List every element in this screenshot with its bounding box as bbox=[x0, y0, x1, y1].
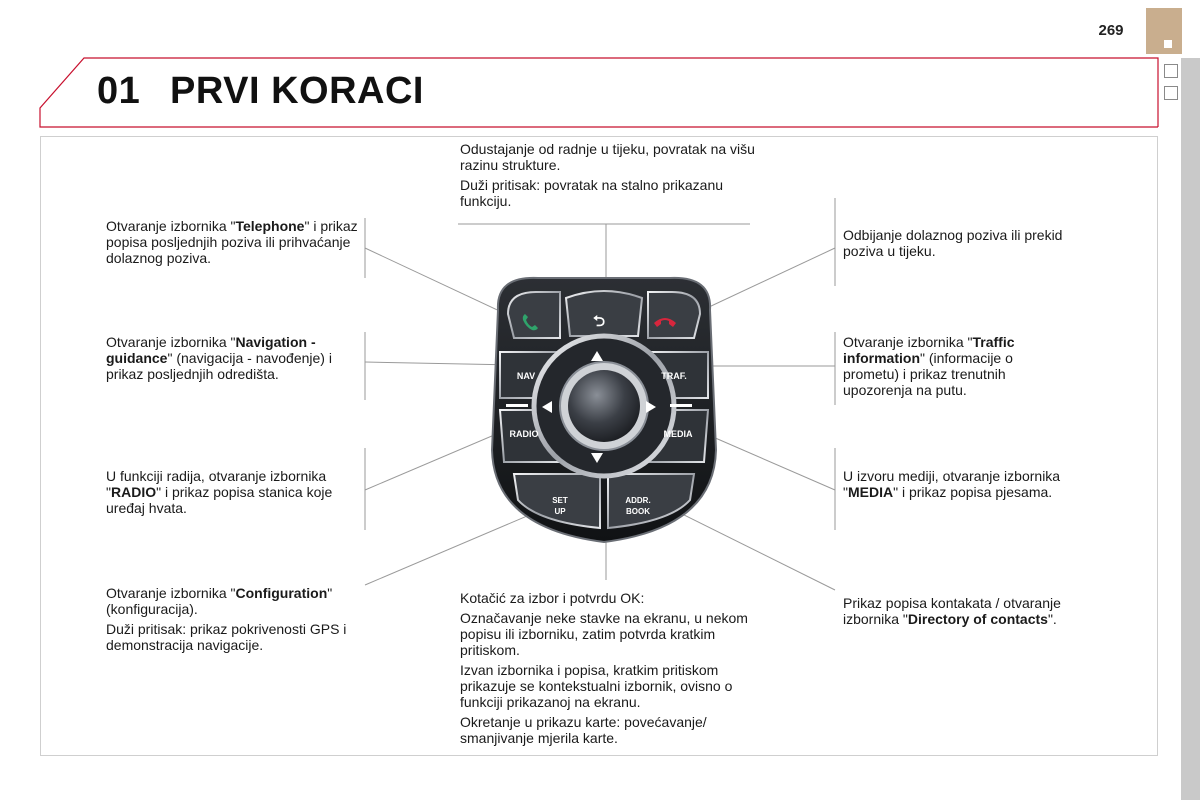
chapter-number: 01 bbox=[97, 70, 141, 112]
contacts-menu-name: Directory of contacts bbox=[907, 611, 1048, 627]
media-desc-post: " i prikaz popisa pjesama. bbox=[893, 484, 1053, 500]
addr-label-line1: ADDR. bbox=[625, 496, 651, 505]
hangup-desc-text: Odbijanje dolaznog poziva ili prekid poziva u tijeku. bbox=[843, 227, 1063, 259]
radio-button-label: RADIO bbox=[509, 429, 539, 439]
media-button-label: MEDIA bbox=[663, 429, 693, 439]
media-menu-name: MEDIA bbox=[847, 484, 894, 500]
phone-pickup-icon bbox=[518, 310, 542, 334]
traffic-menu-name: Traffic information bbox=[843, 334, 1015, 366]
contacts-desc-post: ". bbox=[1047, 611, 1057, 627]
setup-menu-name: Configuration bbox=[235, 585, 328, 601]
telephone-desc-post: " i prikaz popisa posljednjih poziva ili prihvaćanje dolaznog poziva. bbox=[106, 218, 358, 266]
back-desc-text: Odustajanje od radnje u tijeku, povratak na višu razinu strukture. bbox=[460, 141, 755, 173]
navigation-description bbox=[106, 334, 361, 386]
chapter-title: PRVI KORACI bbox=[170, 70, 424, 112]
wheel-desc-context: Izvan izbornika i popisa, kratkim pritiskom prikazuje se kontekstualni izbornik, ovisno o funkciji prikazanoj na ekranu. bbox=[460, 662, 733, 710]
setup-desc-post: " (konfiguracija). bbox=[106, 585, 333, 617]
arrow-down-icon bbox=[590, 452, 604, 464]
wheel-desc-zoom: Okretanje u prikazu karte: povećavanje/ smanjivanje mjerila karte. bbox=[460, 714, 707, 746]
back-button-description bbox=[460, 141, 760, 213]
contacts-desc-pre: Prikaz popisa kontakata / otvaranje izbornika " bbox=[843, 595, 1061, 627]
setup-button-label bbox=[542, 495, 578, 517]
arrow-right-icon bbox=[645, 400, 657, 414]
arrow-left-icon bbox=[541, 400, 553, 414]
back-arrow-icon: ⮌ bbox=[592, 313, 605, 330]
telephone-desc-pre: Otvaranje izbornika " bbox=[106, 218, 236, 234]
hangup-description bbox=[843, 227, 1068, 263]
phone-hangup-icon bbox=[652, 311, 678, 333]
nav-button-label: NAV bbox=[516, 371, 536, 381]
right-dash-icon bbox=[670, 404, 692, 407]
wheel-desc-title: Kotačić za izbor i potvrdu OK: bbox=[460, 590, 645, 606]
navigation-menu-name: Navigation - guidance bbox=[106, 334, 316, 366]
setup-desc-pre: Otvaranje izbornika " bbox=[106, 585, 236, 601]
setup-label-line2: UP bbox=[554, 507, 566, 516]
setup-description bbox=[106, 585, 361, 657]
traffic-desc-post: " (informacije o prometu) i prikaz trenutnih upozorenja na putu. bbox=[843, 350, 1013, 398]
traffic-desc-pre: Otvaranje izbornika " bbox=[843, 334, 973, 350]
navigation-desc-post: " (navigacija - navođenje) i prikaz posljednjih odredišta. bbox=[106, 350, 332, 382]
telephone-description bbox=[106, 218, 361, 270]
contacts-description bbox=[843, 595, 1098, 631]
page-number: 269 bbox=[1098, 22, 1124, 39]
radio-desc-pre: U funkciji radija, otvaranje izbornika " bbox=[106, 468, 327, 500]
radio-menu-name: RADIO bbox=[110, 484, 157, 500]
wheel-description bbox=[460, 590, 770, 750]
setup-label-line1: SET bbox=[552, 496, 568, 505]
navigation-desc-pre: Otvaranje izbornika " bbox=[106, 334, 236, 350]
traffic-description bbox=[843, 334, 1053, 402]
addr-label-line2: BOOK bbox=[626, 507, 650, 516]
media-description bbox=[843, 468, 1103, 504]
traffic-button-label: TRAF. bbox=[661, 371, 687, 381]
back-desc-longpress: Duži pritisak: povratak na stalno prikazanu funkciju. bbox=[460, 177, 724, 209]
telephone-menu-name: Telephone bbox=[235, 218, 305, 234]
addr-book-button-label bbox=[618, 495, 658, 517]
left-dash-icon bbox=[506, 404, 528, 407]
radio-desc-post: " i prikaz popisa stanica koje uređaj hvata. bbox=[106, 484, 333, 516]
radio-description bbox=[106, 468, 361, 520]
setup-desc-longpress: Duži pritisak: prikaz pokrivenosti GPS i demonstracija navigacije. bbox=[106, 621, 347, 653]
media-desc-pre: U izvoru mediji, otvaranje izbornika " bbox=[843, 468, 1061, 500]
arrow-up-icon bbox=[590, 350, 604, 362]
wheel-desc-select: Označavanje neke stavke na ekranu, u nekom popisu ili izborniku, zatim potvrda kratkim pritiskom. bbox=[460, 610, 748, 658]
